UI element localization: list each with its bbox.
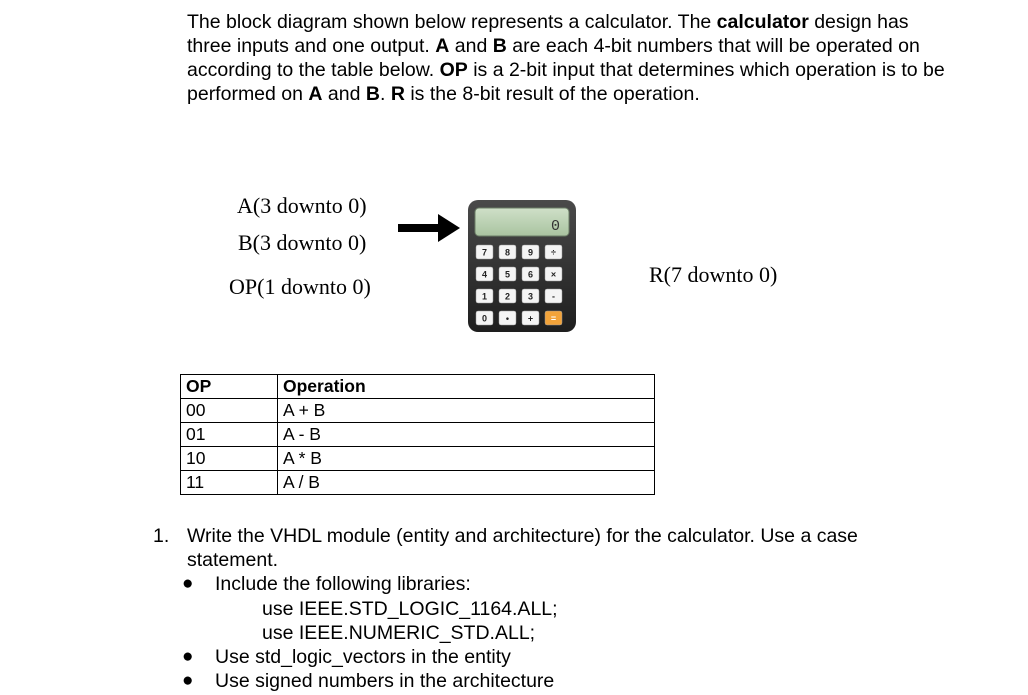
op-code: 01	[181, 423, 278, 447]
task-text: Write the VHDL module (entity and architecture) for the calculator. Use a case statement.	[187, 525, 858, 572]
intro-paragraph	[187, 10, 947, 106]
library-line: use IEEE.STD_LOGIC_1164.ALL;	[262, 597, 558, 620]
operation-table	[180, 374, 655, 495]
intro-text: are each 4-bit numbers that will be operated on according to the table below.	[187, 35, 920, 81]
bullet-item	[182, 669, 953, 693]
calculator-icon	[468, 200, 576, 332]
calculator-key-label: -	[552, 291, 555, 302]
calculator-key-label: 6	[527, 269, 534, 280]
calculator-key-label: 5	[504, 269, 511, 280]
intro-text: and	[322, 83, 366, 105]
input-op-label: OP(1 downto 0)	[229, 274, 371, 299]
intro-text: .	[379, 83, 391, 105]
task-bullets	[182, 572, 953, 693]
op-code: 10	[181, 447, 278, 471]
intro-text: The block diagram shown below represents a calculator. The	[187, 11, 717, 33]
calculator-key-label: 8	[504, 247, 511, 258]
operation: A * B	[278, 447, 655, 471]
right-arrow-icon	[398, 214, 460, 242]
bullet-icon: ●	[182, 573, 194, 595]
library-line: use IEEE.NUMERIC_STD.ALL;	[262, 621, 536, 644]
calculator-display: 0	[550, 218, 560, 235]
calculator-key-label: ÷	[551, 247, 556, 258]
calculator-key-label: 3	[527, 291, 534, 302]
table-row	[181, 399, 655, 423]
intro-bold-b: B	[365, 83, 380, 105]
bullet-text: Use std_logic_vectors in the entity	[215, 646, 511, 669]
calculator-key-label: 4	[481, 269, 488, 280]
task-item	[153, 524, 953, 693]
table-row	[181, 447, 655, 471]
op-code: 11	[181, 471, 278, 495]
header-op: OP	[181, 375, 278, 399]
calculator-key-label: 9	[527, 247, 534, 258]
operation: A / B	[278, 471, 655, 495]
bullet-item	[182, 645, 953, 669]
table-row	[181, 423, 655, 447]
header-operation: Operation	[278, 375, 655, 399]
libraries-label: Include the following libraries:	[215, 573, 471, 596]
task-number: 1.	[153, 525, 170, 547]
intro-bold-a: A	[308, 83, 323, 105]
bullet-item	[182, 572, 953, 645]
calculator-key-label: 7	[481, 247, 488, 258]
intro-text: and	[449, 35, 493, 57]
op-code: 00	[181, 399, 278, 423]
bullet-icon: ●	[182, 646, 194, 668]
table-header-row	[181, 375, 655, 399]
intro-bold-r: R	[390, 83, 405, 105]
operation: A - B	[278, 423, 655, 447]
intro-bold-a: A	[435, 35, 450, 57]
intro-bold-calculator: calculator	[716, 11, 809, 33]
table-row	[181, 471, 655, 495]
calculator-key-label: •	[505, 313, 510, 324]
intro-bold-b: B	[492, 35, 507, 57]
bullet-text: Use signed numbers in the architecture	[215, 670, 555, 693]
intro-text: is a 2-bit input that determines which operation is to be performed on	[187, 59, 945, 105]
calculator-key-label: =	[550, 313, 557, 324]
intro-text: is the 8-bit result of the operation.	[404, 83, 700, 105]
calculator-key-label: ×	[550, 269, 557, 280]
intro-bold-op: OP	[439, 59, 468, 81]
input-a-label: A(3 downto 0)	[237, 193, 367, 218]
bullet-icon: ●	[182, 670, 194, 692]
calculator-key-label: 1	[481, 291, 488, 302]
intro-text: design has three inputs and one output.	[187, 11, 909, 57]
input-b-label: B(3 downto 0)	[238, 230, 367, 255]
calculator-key-label: 0	[481, 313, 488, 324]
operation: A + B	[278, 399, 655, 423]
calculator-key-label: 2	[504, 291, 511, 302]
calculator-key-label: +	[527, 313, 534, 324]
output-r-label: R(7 downto 0)	[649, 262, 778, 287]
